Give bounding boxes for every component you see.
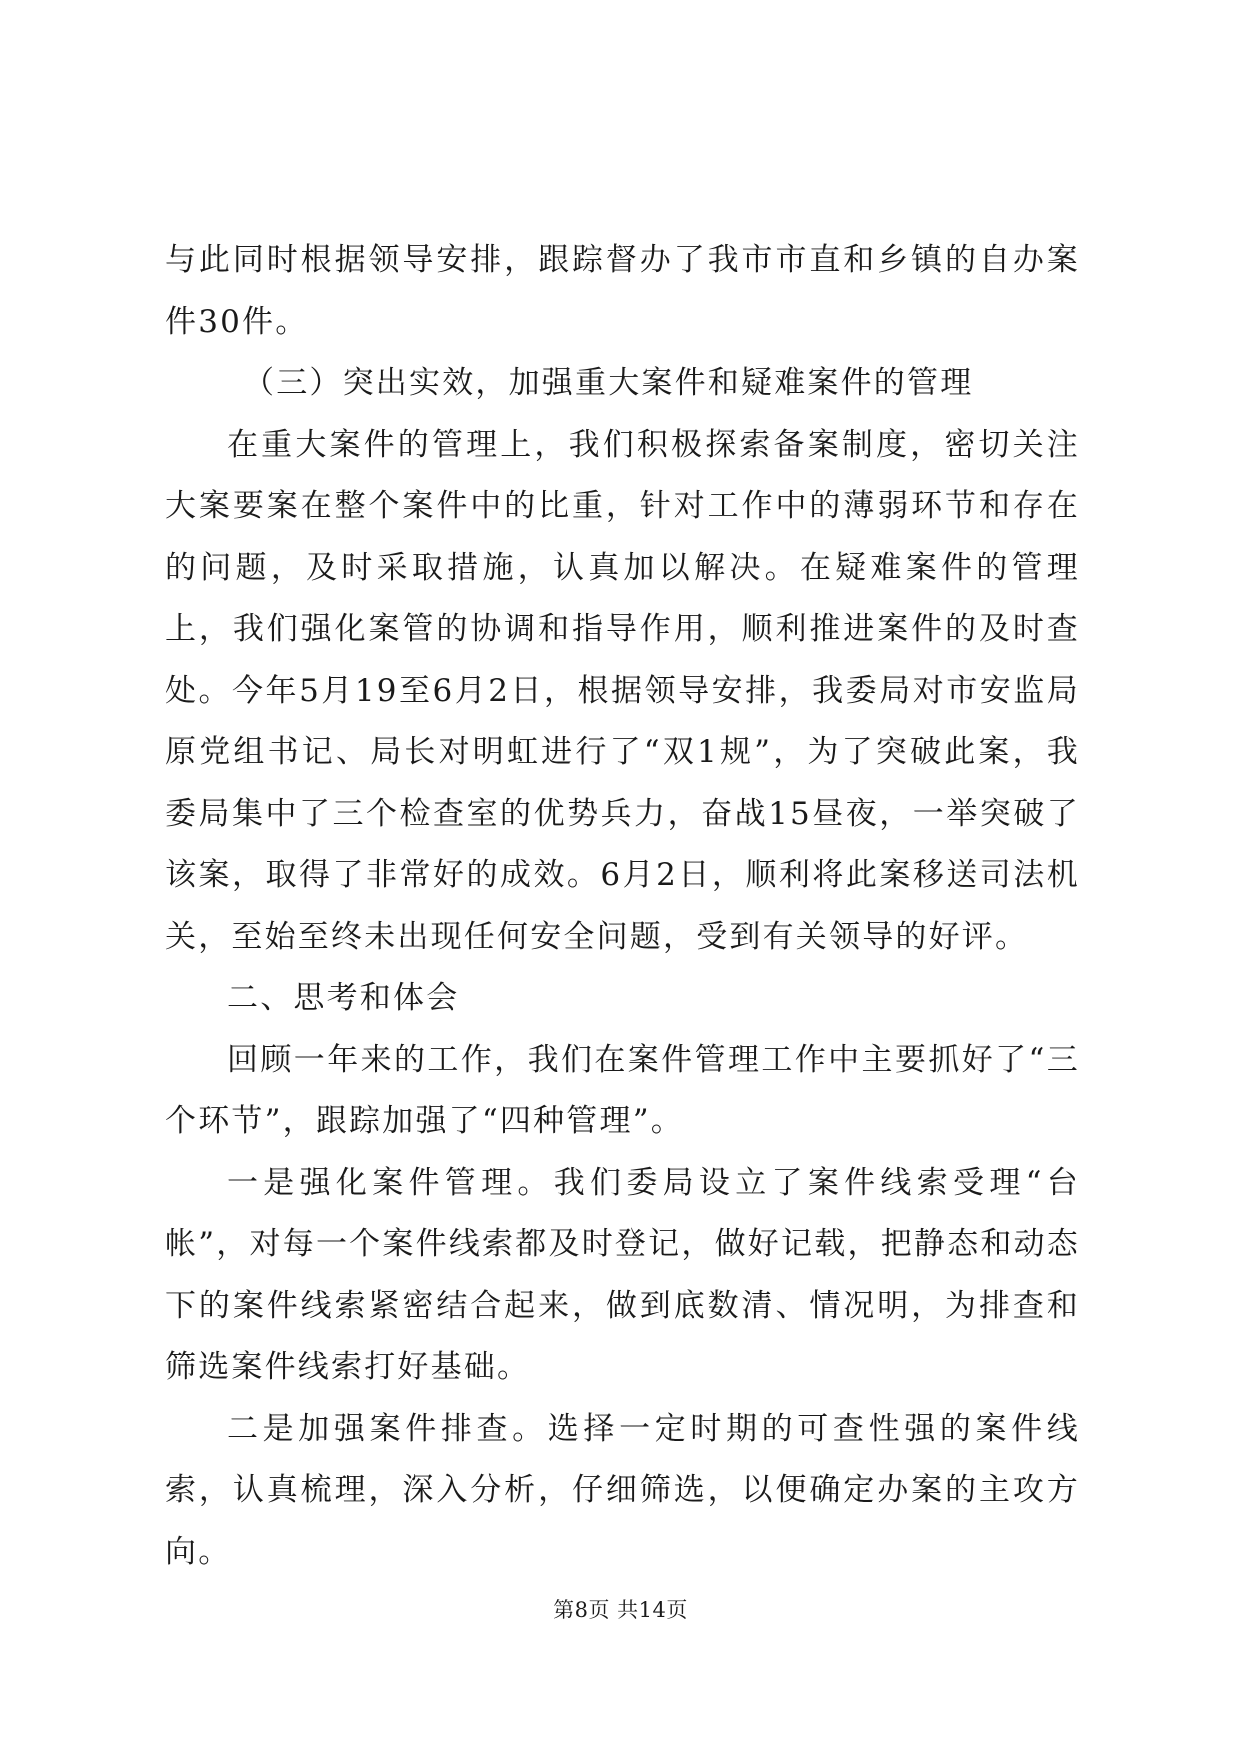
document-body [165,230,1080,1583]
paragraph-review: 回顾一年来的工作，我们在案件管理工作中主要抓好了“三个环节”，跟踪加强了“四种管理”。 [165,1041,1080,1139]
section-heading: （三）突出实效，加强重大案件和疑难案件的管理 [243,365,974,401]
paragraph-case-management: 一是强化案件管理。我们委局设立了案件线索受理“台帐”，对每一个案件线索都及时登记，做好记载，把静态和动态下的案件线索紧密结合起来，做到底数清、情况明，为排查和筛选案件线索打好基础。 [165,1164,1080,1385]
paragraph-continuation: 与此同时根据领导安排，跟踪督办了我市市直和乡镇的自办案件30件。 [165,242,1080,340]
paragraph-case-screening: 二是加强案件排查。选择一定时期的可查性强的案件线索，认真梳理，深入分析，仔细筛选，以便确定办案的主攻方向。 [165,1410,1080,1570]
page-footer: 第8页 共14页 [553,1598,688,1622]
paragraph-major-cases: 在重大案件的管理上，我们积极探索备案制度，密切关注大案要案在整个案件中的比重，针对工作中的薄弱环节和存在的问题，及时采取措施，认真加以解决。在疑难案件的管理上，我们强化案管的协调和指导作用，顺利推进案件的及时查处。今年5月19至6月2日，根据领导安排，我委局对市安监局原党组书记、局长对明虹进行了“双1规”，为了突破此案，我委局集中了三个检查室的优势兵力，奋战15昼夜，一举突破了该案，取得了非常好的成效。6月2日，顺利将此案移送司法机关，至始至终未出现任何安全问题，受到有关领导的好评。 [165,426,1080,955]
section-heading-reflections: 二、思考和体会 [227,980,460,1016]
